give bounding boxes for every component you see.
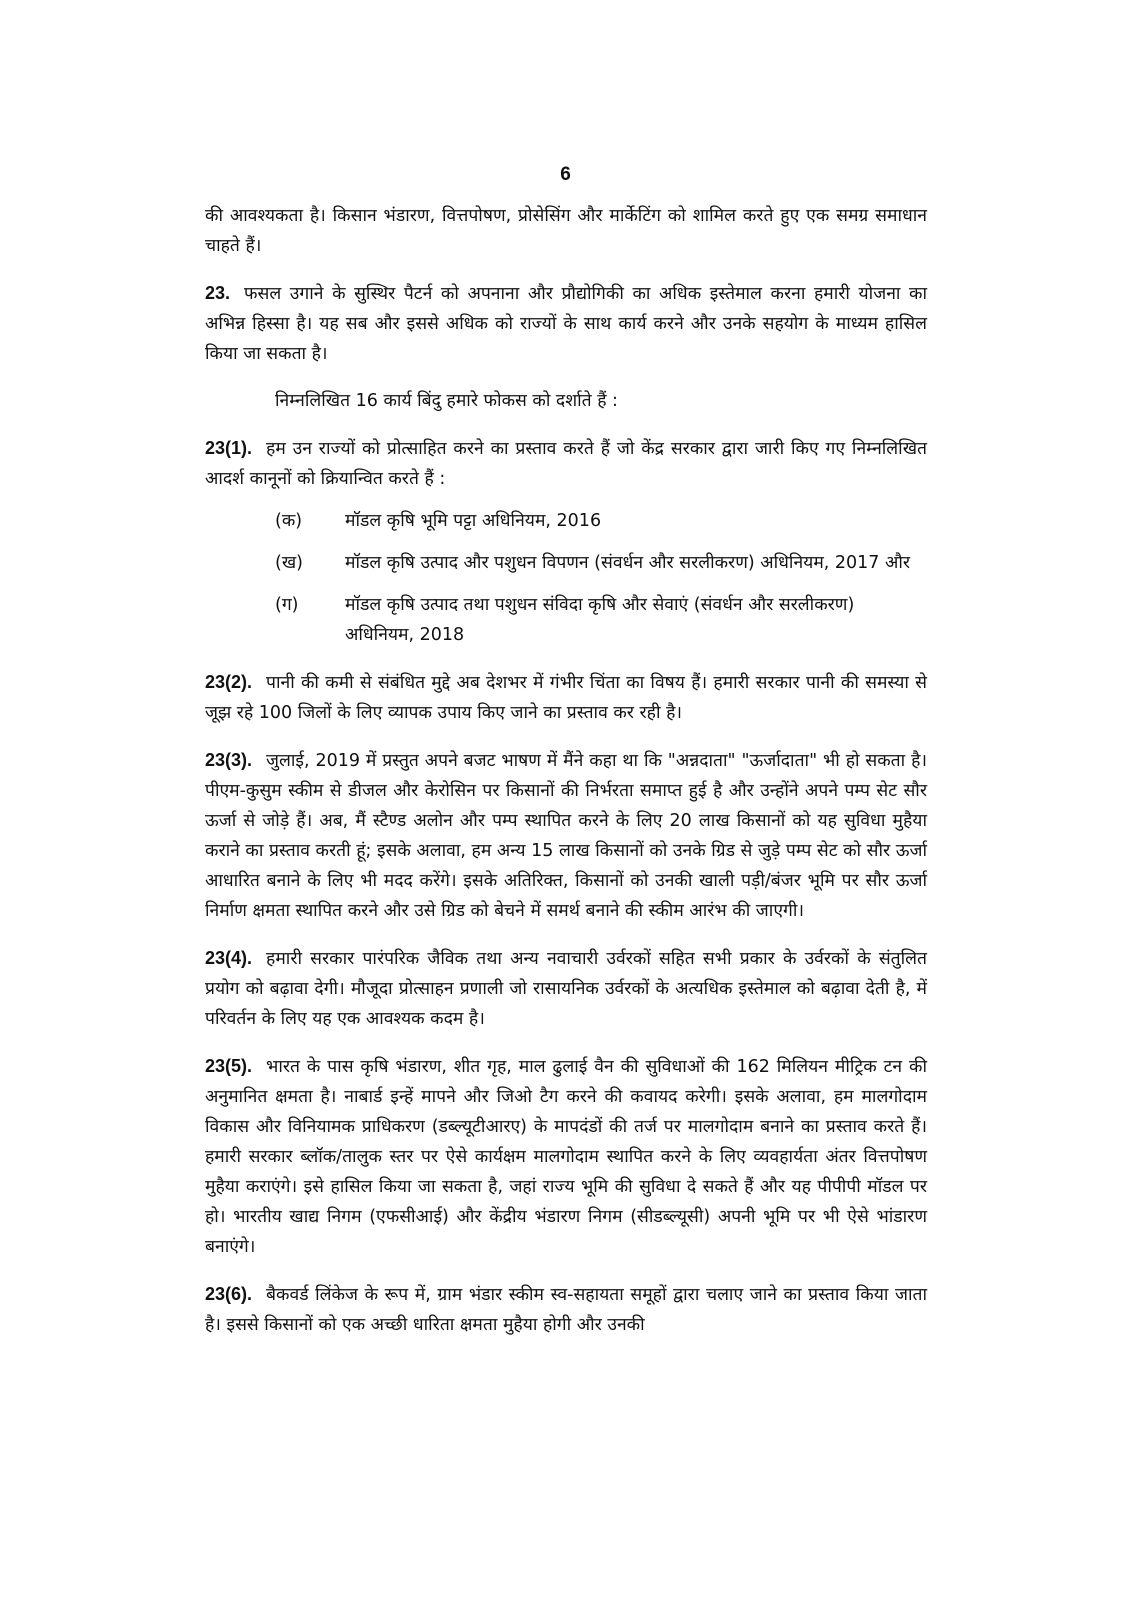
paragraph-text: जुलाई, 2019 में प्रस्तुत अपने बजट भाषण में मैंने कहा था कि "अन्नदाता" "ऊर्जादाता" भी हो सकता है। पीएम-कुसुम स्कीम से डीजल और केरोसिन पर किसानों की निर्भरता समाप्त हुई है और उन्होंने अपने पम्प सेट सौर ऊर्जा से जोड़े हैं। अब, मैं स्टैण्ड अलोन और पम्प स्थापित करने के लिए 20 लाख किसानों को यह सुविधा मुहैया कराने का प्रस्ताव करती हूं; इसके अलावा, हम अन्य 15 लाख किसानों को उनके ग्रिड से जुड़े पम्प सेट को सौर ऊर्जा आधारित बनाने के लिए भी मदद करेंगे। इसके अतिरिक्त, किसानों को उनकी खाली पड़ी/बंजर भूमि पर सौर ऊर्जा निर्माण क्षमता स्थापित करने और उसे ग्रिड को बेचने में समर्थ बनाने की स्कीम आरंभ की जाएगी।	[205, 751, 927, 921]
list-text: मॉडल कृषि उत्पाद तथा पशुधन संविदा कृषि और सेवाएं (संवर्धन और सरलीकरण) अधिनियम, 2018	[345, 595, 855, 645]
list-marker: (क)	[275, 511, 303, 531]
paragraph-number: 23(5).	[205, 1056, 253, 1076]
paragraph-text: हम उन राज्यों को प्रोत्साहित करने का प्रस्ताव करते हैं जो केंद्र सरकार द्वारा जारी किए गए निम्नलिखित आदर्श कानूनों को क्रियान्वित करते हैं :	[205, 439, 927, 489]
paragraph-number: 23(1).	[205, 438, 253, 458]
list-marker: (ग)	[275, 595, 299, 615]
paragraph-number: 23(2).	[205, 672, 253, 692]
intro-paragraph: की आवश्यकता है। किसान भंडारण, वित्तपोषण, प्रोसेसिंग और मार्केटिंग को शामिल करते हुए एक समग्र समाधान चाहते हैं।	[205, 206, 927, 256]
paragraph-text: भारत के पास कृषि भंडारण, शीत गृह, माल ढुलाई वैन की सुविधाओं की 162 मिलियन मीट्रिक टन की अनुमानित क्षमता है। नाबार्ड इन्हें मापने और जिओ टैग करने की कवायद करेगी। इसके अलावा, हम मालगोदाम विकास और विनियामक प्राधिकरण (डब्ल्यूटीआरए) के मापदंडों की तर्ज पर मालगोदाम बनाने का प्रस्ताव करते हैं। हमारी सरकार ब्लॉक/तालुक स्तर पर ऐसे कार्यक्षम मालगोदाम स्थापित करने के लिए व्यवहार्यता अंतर वित्तपोषण मुहैया कराएंगे। इसे हासिल किया जा सकता है, जहां राज्य भूमि की सुविधा दे सकते हैं और यह पीपीपी मॉडल पर हो। भारतीय खाद्य निगम (एफसीआई) और केंद्रीय भंडारण निगम (सीडब्ल्यूसी) अपनी भूमि पर भी ऐसे भांडारण बनाएंगे।	[205, 1057, 927, 1257]
paragraph-23-1	[205, 433, 927, 494]
paragraph-number: 23(4).	[205, 948, 253, 968]
paragraph-number: 23(3).	[205, 750, 253, 770]
page-number: 6	[560, 164, 571, 185]
paragraph-23-5	[205, 1051, 927, 1262]
document-body	[205, 201, 927, 1340]
list-text: मॉडल कृषि उत्पाद और पशुधन विपणन (संवर्धन और सरलीकरण) अधिनियम, 2017 और	[345, 553, 911, 573]
paragraph-23	[205, 278, 927, 369]
list-item	[275, 590, 927, 650]
list-marker: (ख)	[275, 553, 303, 573]
focus-line: निम्नलिखित 16 कार्य बिंदु हमारे फोकस को दर्शाते हैं :	[275, 391, 618, 411]
list-item	[275, 548, 927, 578]
paragraph-text: पानी की कमी से संबंधित मुद्दे अब देशभर में गंभीर चिंता का विषय हैं। हमारी सरकार पानी की समस्या से जूझ रहे 100 जिलों के लिए व्यापक उपाय किए जाने का प्रस्ताव कर रही है।	[205, 673, 927, 723]
paragraph-23-3	[205, 745, 927, 926]
paragraph-23-4	[205, 943, 927, 1034]
paragraph-number: 23(6).	[205, 1284, 253, 1304]
paragraph-text: फसल उगाने के सुस्थिर पैटर्न को अपनाना और प्रौद्योगिकी का अधिक इस्तेमाल करना हमारी योजना का अभिन्न हिस्सा है। यह सब और इससे अधिक को राज्यों के साथ कार्य करने और उनके सहयोग के माध्यम हासिल किया जा सकता है।	[205, 284, 927, 364]
list-text: मॉडल कृषि भूमि पट्टा अधिनियम, 2016	[345, 511, 602, 531]
paragraph-number: 23.	[205, 283, 231, 303]
paragraph-text: बैकवर्ड लिंकेज के रूप में, ग्राम भंडार स्कीम स्व-सहायता समूहों द्वारा चलाए जाने का प्रस्ताव किया जाता है। इससे किसानों को एक अच्छी धारिता क्षमता मुहैया होगी और उनकी	[205, 1285, 927, 1335]
paragraph-23-2	[205, 667, 927, 728]
paragraph-23-6	[205, 1279, 927, 1340]
list-item	[275, 506, 927, 536]
paragraph-text: हमारी सरकार पारंपरिक जैविक तथा अन्य नवाचारी उर्वरकों सहित सभी प्रकार के उर्वरकों के संतुलित प्रयोग को बढ़ावा देगी। मौजूदा प्रोत्साहन प्रणाली जो रासायनिक उर्वरकों के अत्यधिक इस्तेमाल को बढ़ावा देती है, में परिवर्तन के लिए यह एक आवश्यक कदम है।	[205, 949, 927, 1029]
